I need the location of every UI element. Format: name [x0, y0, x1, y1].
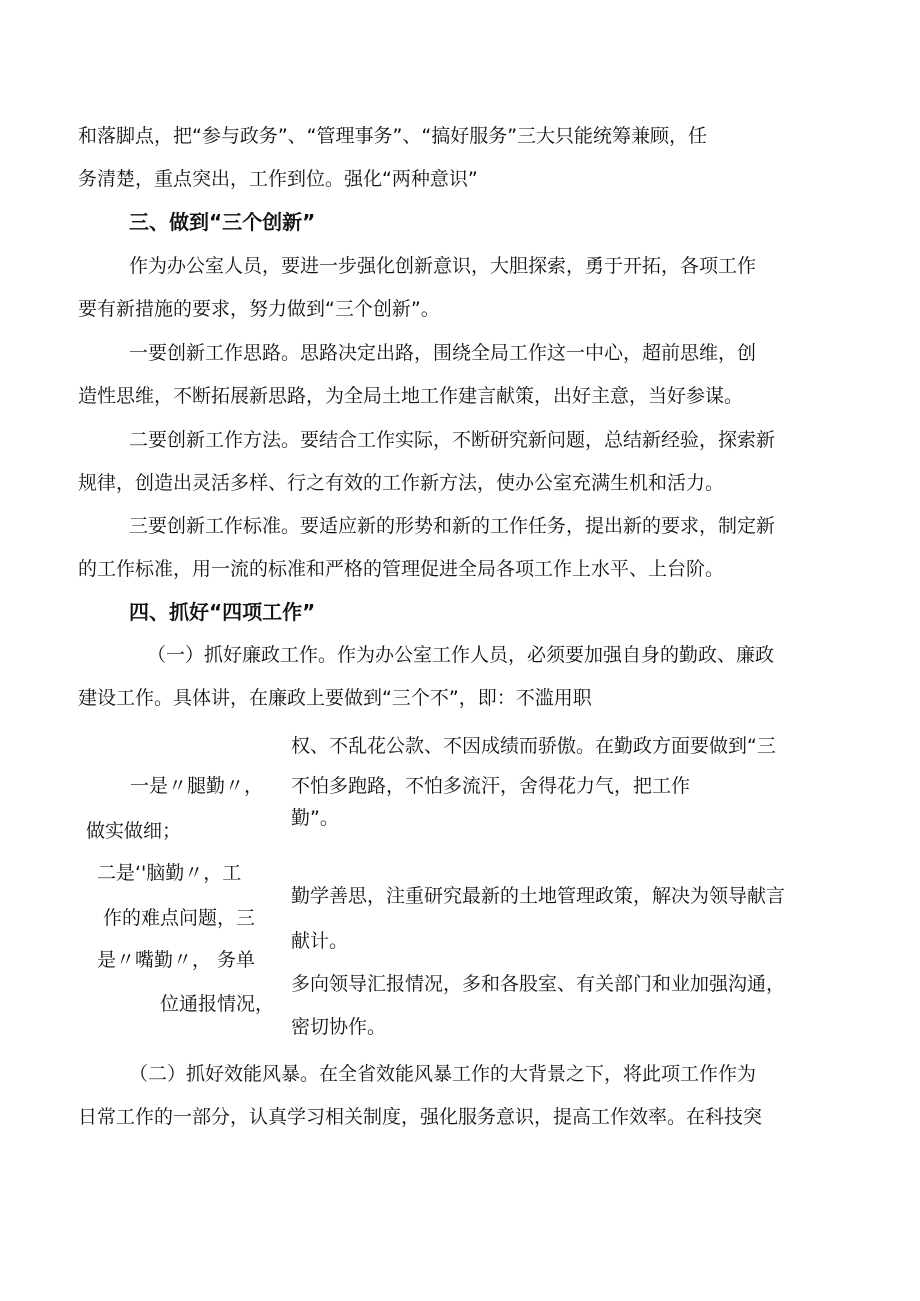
section4-right-line-1: 权、不乱花公款、不因成绩而骄傲。在勤政方面要做到“三	[291, 735, 776, 757]
intro-line-1: 和落脚点，把“参与政务”、“管理事务”、“搞好服务”三大只能统筹兼顾，任	[78, 125, 708, 147]
section3-item3-line-2: 的工作标准，用一流的标准和严格的管理促进全局各项工作上水平、上台阶。	[78, 558, 725, 580]
section4-left-line-3: 二是‘'脑勤〃，工	[97, 862, 242, 884]
section3-intro-line-1: 作为办公室人员，要进一步强化创新意识，大胆探索，勇于开拓，各项工作	[129, 255, 757, 277]
section4-left-line-5: 是〃嘴勤〃， 务单	[97, 949, 256, 971]
section3-item1-line-1: 一要创新工作思路。思路决定出路，围绕全局工作这一中心，超前思维，创	[129, 342, 757, 364]
section3-item3-line-1: 三要创新工作标准。要适应新的形势和新的工作任务，提出新的要求，制定新	[129, 515, 776, 537]
section4-item2-line-2: 日常工作的一部分，认真学习相关制度，强化服务意识，提高工作效率。在科技突	[78, 1106, 763, 1128]
section4-right-line-5: 献计。	[291, 930, 349, 952]
section4-right-line-6: 多向领导汇报情况，多和各股室、有关部门和业加强沟通，	[291, 973, 786, 995]
section4-right-line-4: 勤学善思，注重研究最新的土地管理政策，解决为领导献言	[291, 885, 786, 907]
section4-item1-line-2: 建设工作。具体讲，在廉政上要做到“三个不”，即：不滥用职	[78, 687, 592, 709]
section3-heading: 三、做到“三个创新”	[129, 210, 316, 234]
section4-left-line-2: 做实做细；	[86, 820, 182, 842]
intro-line-2: 务清楚，重点突出，工作到位。强化“两种意识”	[78, 168, 478, 190]
section4-left-line-1: 一是〃腿勤〃，	[130, 775, 264, 797]
section3-item1-line-2: 造性思维，不断拓展新思路，为全局土地工作建言献策，出好主意，当好参谋。	[78, 385, 744, 407]
section4-left-line-4: 作的难点问题，三	[103, 907, 256, 929]
section3-item2-line-2: 规律，创造出灵活多样、行之有效的工作新方法，使办公室充满生机和活力。	[78, 472, 725, 494]
section3-item2-line-1: 二要创新工作方法。要结合工作实际，不断研究新问题，总结新经验，探索新	[129, 429, 776, 451]
section4-right-line-3: 勤”。	[291, 807, 339, 829]
section3-intro-line-2: 要有新措施的要求，努力做到“三个创新”。	[78, 298, 440, 320]
section4-right-line-2: 不怕多跑路，不怕多流汗，舍得花力气，把工作	[291, 775, 691, 797]
section4-right-line-7: 密切协作。	[291, 1016, 387, 1038]
section4-item1-line-1: （一）抓好廉政工作。作为办公室工作人员，必须要加强自身的勤政、廉政	[147, 644, 775, 666]
section4-left-line-6: 位通报情况，	[160, 993, 275, 1015]
section4-heading: 四、抓好“四项工作”	[129, 600, 316, 624]
section4-item2-line-1: （二）抓好效能风暴。在全省效能风暴工作的大背景之下，将此项工作作为	[129, 1063, 757, 1085]
